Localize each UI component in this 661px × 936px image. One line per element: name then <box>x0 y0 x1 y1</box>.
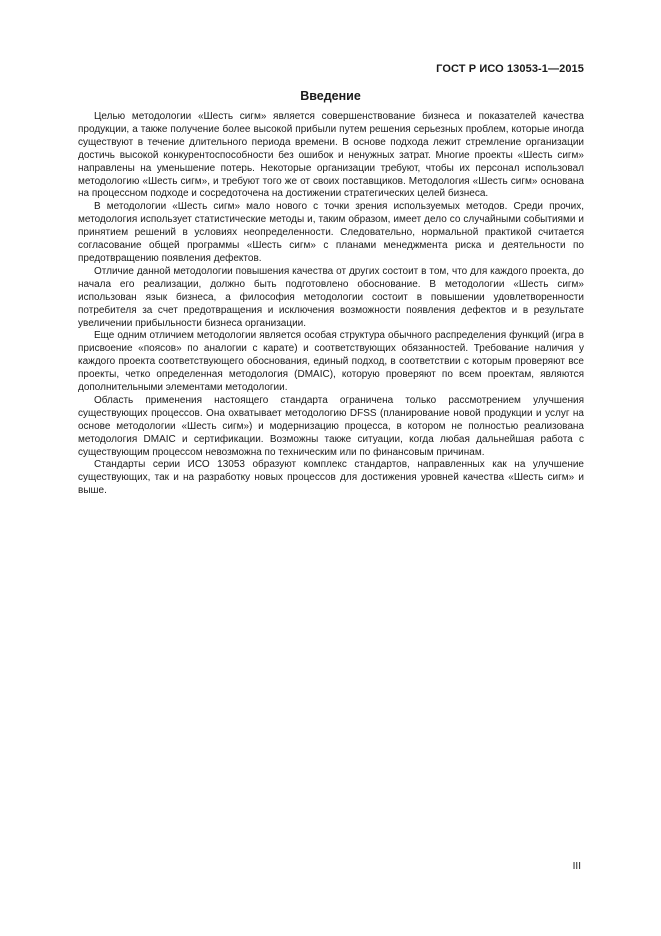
page-number: III <box>572 861 581 872</box>
paragraph: Еще одним отличием методологии является особая структура обычного распределения функций (игра в присвоение «поясов» по аналогии с карате) и соответствующих обязанностей. Требование наличия у каждого проекта соответствующего обоснования, единый подход, в соответствии с которым проверяют все проекты, четко определенная методология (DMAIC), которую проверяют по всем проектам, являются дополнительными элементами методологии. <box>78 330 584 394</box>
body-text <box>78 111 584 498</box>
document-code-header: ГОСТ Р ИСО 13053-1—2015 <box>436 63 584 75</box>
paragraph: Область применения настоящего стандарта ограничена только рассмотрением улучшения существующих процессов. Она охватывает методологию DFSS (планирование новой продукции и услуг на основе методологии «Шесть сигм») и модернизацию процесса, в котором не полностью реализована методология DMAIC и сертификации. Возможны также ситуации, когда любая дальнейшая работа с существующим процессом невозможна по техническим или по финансовым причинам. <box>78 394 584 458</box>
paragraph: Отличие данной методологии повышения качества от других состоит в том, что для каждого проекта, до начала его реализации, должно быть подготовлено обоснование. В методологии «Шесть сигм» использован язык бизнеса, а философия методологии состоит в повышении удовлетворенности потребителя за счет предотвращения и исключения возможности появления дефектов и в результате увеличении прибыльности бизнеса организации. <box>78 265 584 329</box>
section-title: Введение <box>300 89 361 103</box>
paragraph: Целью методологии «Шесть сигм» является совершенствование бизнеса и показателей качества продукции, а также получение более высокой прибыли путем решения серьезных проблем, которые иногда существуют в течение длительного периода времени. В основе подхода лежит стремление организации достичь высокой конкурентоспособности без ошибок и ненужных затрат. Многие проекты «Шесть сигм» направлены на уменьшение потерь. Некоторые организации требуют, чтобы их персонал использовал методологию «Шесть сигм», и требуют того же от своих поставщиков. Методология «Шесть сигм» основана на процессном подходе и сосредоточена на достижении стратегических целей бизнеса. <box>78 111 584 200</box>
paragraph: В методологии «Шесть сигм» мало нового с точки зрения используемых методов. Среди прочих, методология использует статистические методы и, таким образом, имеет дело со случайными событиями и принятием решений в условиях неопределенности. Следовательно, нормальной практикой считается согласование общей программы «Шесть сигм» с планами менеджмента риска и деятельности по предотвращению появления дефектов. <box>78 201 584 264</box>
paragraph: Стандарты серии ИСО 13053 образуют комплекс стандартов, направленных как на улучшение существующих, так и на разработку новых процессов для достижения уровней качества «Шесть сигм» и выше. <box>78 459 584 497</box>
